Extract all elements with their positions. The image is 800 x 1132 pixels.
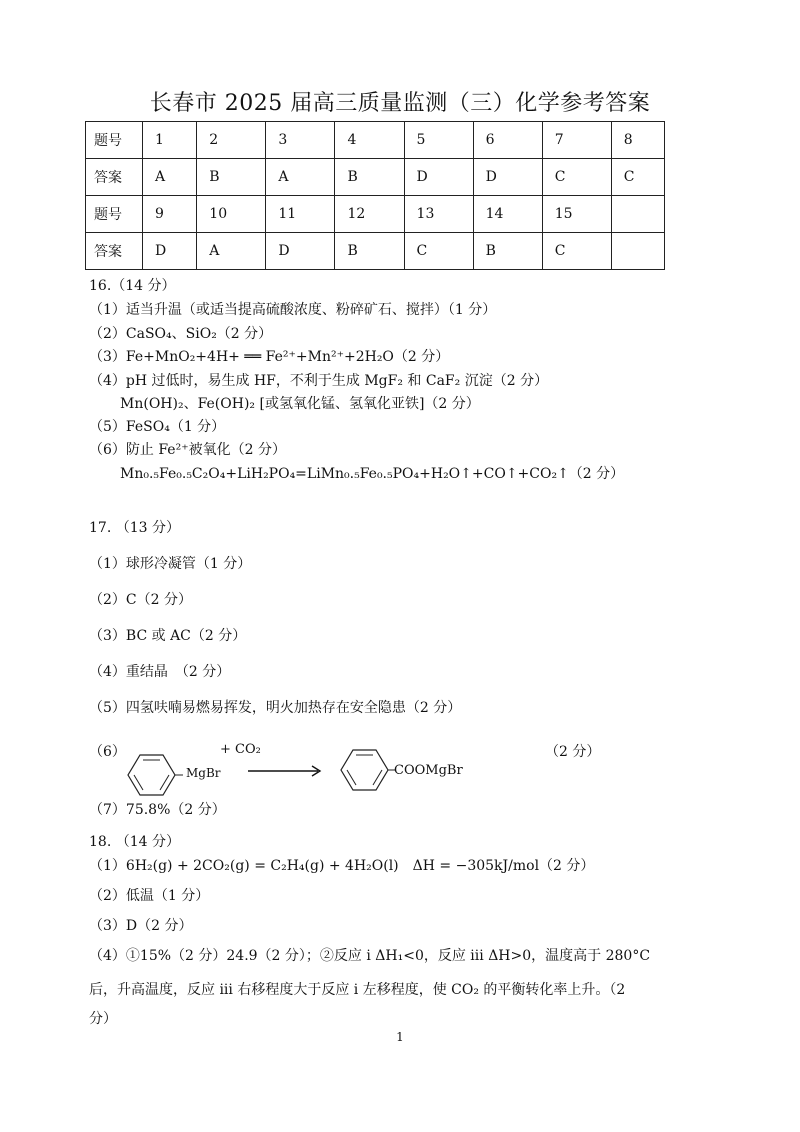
table-cell: 答案 xyxy=(86,233,143,270)
table-cell: 4 xyxy=(335,122,404,159)
q18-answer-2: （2）低温（1 分） xyxy=(89,888,210,904)
co2-label: + CO₂ xyxy=(220,742,261,757)
q17-answer-3: （3）BC 或 AC（2 分） xyxy=(89,628,247,644)
table-cell: B xyxy=(335,233,404,270)
table-cell: D xyxy=(266,233,335,270)
q18-answer-4c: 分） xyxy=(89,1011,117,1027)
table-cell: 1 xyxy=(143,122,197,159)
table-cell: 答案 xyxy=(86,159,143,196)
answer-table xyxy=(85,121,665,270)
table-cell: 9 xyxy=(143,196,197,233)
benzene-ring-product xyxy=(338,745,398,795)
q17-answer-7: （7）75.8%（2 分） xyxy=(89,802,226,818)
table-cell: B xyxy=(335,159,404,196)
table-cell: D xyxy=(473,159,542,196)
product-label: COOMgBr xyxy=(394,763,463,778)
table-cell: 11 xyxy=(266,196,335,233)
table-row xyxy=(86,196,665,233)
table-cell: A xyxy=(197,233,266,270)
table-cell: 10 xyxy=(197,196,266,233)
page-number: 1 xyxy=(396,1030,404,1044)
q18-answer-4: （4）①15%（2 分）24.9（2 分）；②反应 i ΔH₁<0，反应 iii ΔH>0，温度高于 280°C xyxy=(89,948,651,964)
table-row xyxy=(86,122,665,159)
table-cell: B xyxy=(197,159,266,196)
table-cell: C xyxy=(542,233,611,270)
q18-answer-3: （3）D（2 分） xyxy=(89,918,193,934)
q17-answer-1: （1）球形冷凝管（1 分） xyxy=(89,556,252,572)
q17-answer-5: （5）四氢呋喃易燃易挥发，明火加热存在安全隐患（2 分） xyxy=(89,700,462,716)
table-cell: 7 xyxy=(542,122,611,159)
reaction-arrow-icon xyxy=(246,764,326,778)
reagent-label: MgBr xyxy=(186,766,221,780)
q18-heading: 18. （14 分） xyxy=(89,834,180,850)
q16-answer-2: （2）CaSO₄、SiO₂（2 分） xyxy=(89,326,273,342)
table-cell xyxy=(611,196,664,233)
benzene-ring-reactant xyxy=(125,750,185,800)
table-cell: 题号 xyxy=(86,122,143,159)
q16-answer-4: （4）pH 过低时，易生成 HF，不利于生成 MgF₂ 和 CaF₂ 沉淀（2 分） xyxy=(89,373,549,389)
q16-answer-5: （5）FeSO₄（1 分） xyxy=(89,419,226,435)
table-row xyxy=(86,233,665,270)
q17-answer-2: （2）C（2 分） xyxy=(89,592,192,608)
q16-answer-6: （6）防止 Fe²⁺被氧化（2 分） xyxy=(89,442,286,458)
q17-answer-6: （6） xyxy=(89,744,126,760)
table-cell: B xyxy=(473,233,542,270)
table-cell: 5 xyxy=(404,122,473,159)
table-cell: 题号 xyxy=(86,196,143,233)
table-cell: C xyxy=(542,159,611,196)
table-cell: 14 xyxy=(473,196,542,233)
q18-answer-4b: 后，升高温度，反应 iii 右移程度大于反应 i 左移程度，使 CO₂ 的平衡转化率上升。（2 xyxy=(89,982,626,998)
q16-answer-4b: Mn(OH)₂、Fe(OH)₂ [或氢氧化锰、氢氧化亚铁]（2 分） xyxy=(120,396,480,412)
q16-answer-1: （1）适当升温（或适当提高硫酸浓度、粉碎矿石、搅拌）（1 分） xyxy=(89,302,497,318)
q17-heading: 17. （13 分） xyxy=(89,520,180,536)
q16-answer-6b: Mn₀.₅Fe₀.₅C₂O₄+LiH₂PO₄=LiMn₀.₅Fe₀.₅PO₄+H₂O↑+CO↑+CO₂↑（2 分） xyxy=(120,466,625,482)
table-cell: D xyxy=(143,233,197,270)
table-cell: 13 xyxy=(404,196,473,233)
q17-answer-6-score: （2 分） xyxy=(545,744,601,760)
table-cell: A xyxy=(143,159,197,196)
table-cell: 6 xyxy=(473,122,542,159)
table-cell: 3 xyxy=(266,122,335,159)
table-cell: C xyxy=(611,159,664,196)
table-cell: 15 xyxy=(542,196,611,233)
q18-answer-1: （1）6H₂(g) + 2CO₂(g) = C₂H₄(g) + 4H₂O(l) ΔH = −305kJ/mol（2 分） xyxy=(89,858,595,874)
q16-answer-3: （3）Fe+MnO₂+4H+ ══ Fe²⁺+Mn²⁺+2H₂O（2 分） xyxy=(89,349,450,365)
table-cell: 8 xyxy=(611,122,664,159)
q16-heading: 16.（14 分） xyxy=(89,278,176,294)
table-cell xyxy=(611,233,664,270)
table-cell: 2 xyxy=(197,122,266,159)
table-cell: 12 xyxy=(335,196,404,233)
page-title: 长春市 2025 届高三质量监测（三）化学参考答案 xyxy=(149,91,651,116)
table-cell: D xyxy=(404,159,473,196)
table-row xyxy=(86,159,665,196)
table-cell: A xyxy=(266,159,335,196)
table-cell: C xyxy=(404,233,473,270)
q17-answer-4: （4）重结晶 （2 分） xyxy=(89,664,231,680)
